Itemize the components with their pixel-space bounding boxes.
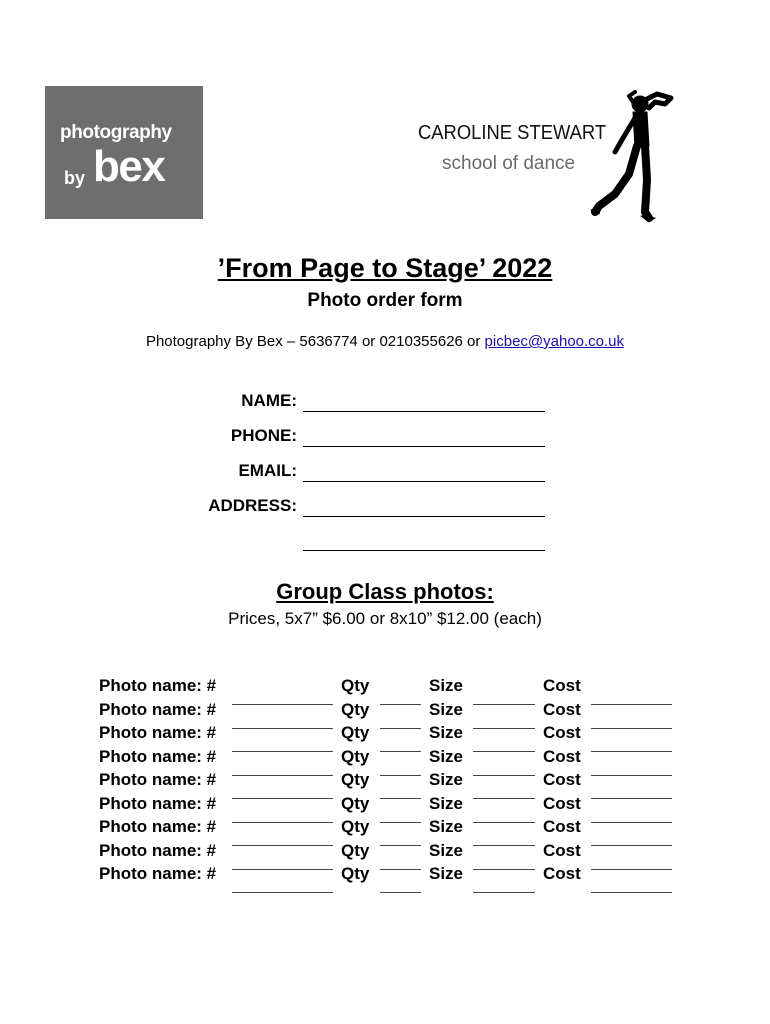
qty-label: Qty <box>341 746 370 766</box>
size-label: Size <box>429 770 464 789</box>
photo-name-label: Photo name: # <box>99 746 217 766</box>
page-title: ’From Page to Stage’ 2022 <box>217 253 553 283</box>
qty-label: Qty <box>341 676 370 695</box>
contact-line <box>0 333 770 350</box>
logo-text-bex: bex <box>93 142 165 191</box>
phone-label: PHONE: <box>230 426 297 445</box>
order-row <box>99 676 699 700</box>
qty-label: Qty <box>341 817 370 836</box>
name-label: NAME: <box>241 391 297 410</box>
school-logo-name: CAROLINE STEWART <box>418 122 607 144</box>
photo-name-label: Photo name: # <box>99 840 217 860</box>
qty-label: Qty <box>341 793 370 813</box>
section-title-group-class: Group Class photos: <box>276 579 494 604</box>
cost-label: Cost <box>543 699 581 719</box>
cost-label: Cost <box>543 746 581 766</box>
photo-number-field[interactable] <box>232 878 333 893</box>
order-row <box>99 817 699 841</box>
name-field[interactable] <box>303 411 545 412</box>
photo-name-label: Photo name: # <box>99 699 217 719</box>
photography-by-bex-logo <box>45 86 203 219</box>
page-subtitle: Photo order form <box>307 290 463 311</box>
qty-label: Qty <box>341 770 370 789</box>
cost-label: Cost <box>543 840 581 860</box>
photo-name-label: Photo name: # <box>99 723 217 742</box>
school-logo-tagline: school of dance <box>442 153 576 174</box>
logo-text-by: by <box>64 168 86 188</box>
photo-name-label: Photo name: # <box>99 676 217 695</box>
order-row <box>99 723 699 747</box>
order-row <box>99 841 699 865</box>
size-label: Size <box>429 676 464 695</box>
size-field[interactable] <box>473 878 535 893</box>
qty-label: Qty <box>341 723 370 742</box>
photo-name-label: Photo name: # <box>99 864 217 883</box>
address-field-line-2[interactable] <box>303 550 545 551</box>
contact-email-link[interactable]: picbec@yahoo.co.uk <box>484 333 625 350</box>
cost-label: Cost <box>543 770 581 789</box>
cost-label: Cost <box>543 793 581 813</box>
cost-label: Cost <box>543 864 581 883</box>
email-field[interactable] <box>303 481 545 482</box>
photo-name-label: Photo name: # <box>99 793 217 813</box>
photo-name-label: Photo name: # <box>99 770 217 789</box>
order-row <box>99 770 699 794</box>
qty-label: Qty <box>341 699 370 719</box>
size-label: Size <box>429 864 464 883</box>
qty-label: Qty <box>341 864 370 883</box>
size-label: Size <box>429 723 464 742</box>
photo-name-label: Photo name: # <box>99 817 217 836</box>
dancer-silhouette-icon <box>585 90 680 225</box>
order-row <box>99 747 699 771</box>
prices-text: Prices, 5x7” $6.00 or 8x10” $12.00 (each) <box>228 609 542 628</box>
email-label: EMAIL: <box>238 461 297 480</box>
order-row <box>99 700 699 724</box>
qty-label: Qty <box>341 840 370 860</box>
size-label: Size <box>429 746 464 766</box>
cost-label: Cost <box>543 723 581 742</box>
address-label: ADDRESS: <box>208 496 297 515</box>
order-row <box>99 794 699 818</box>
cost-field[interactable] <box>591 878 672 893</box>
logo-text-photography: photography <box>60 122 172 143</box>
phone-field[interactable] <box>303 446 545 447</box>
contact-text: Photography By Bex – 5636774 or 0210355626 or <box>145 333 485 350</box>
order-row <box>99 864 699 888</box>
size-label: Size <box>429 840 464 860</box>
cost-label: Cost <box>543 817 581 836</box>
cost-label: Cost <box>543 676 581 695</box>
order-rows <box>99 676 699 888</box>
qty-field[interactable] <box>380 878 421 893</box>
size-label: Size <box>429 817 464 836</box>
size-label: Size <box>429 699 464 719</box>
address-field-line-1[interactable] <box>303 516 545 517</box>
size-label: Size <box>429 793 464 813</box>
